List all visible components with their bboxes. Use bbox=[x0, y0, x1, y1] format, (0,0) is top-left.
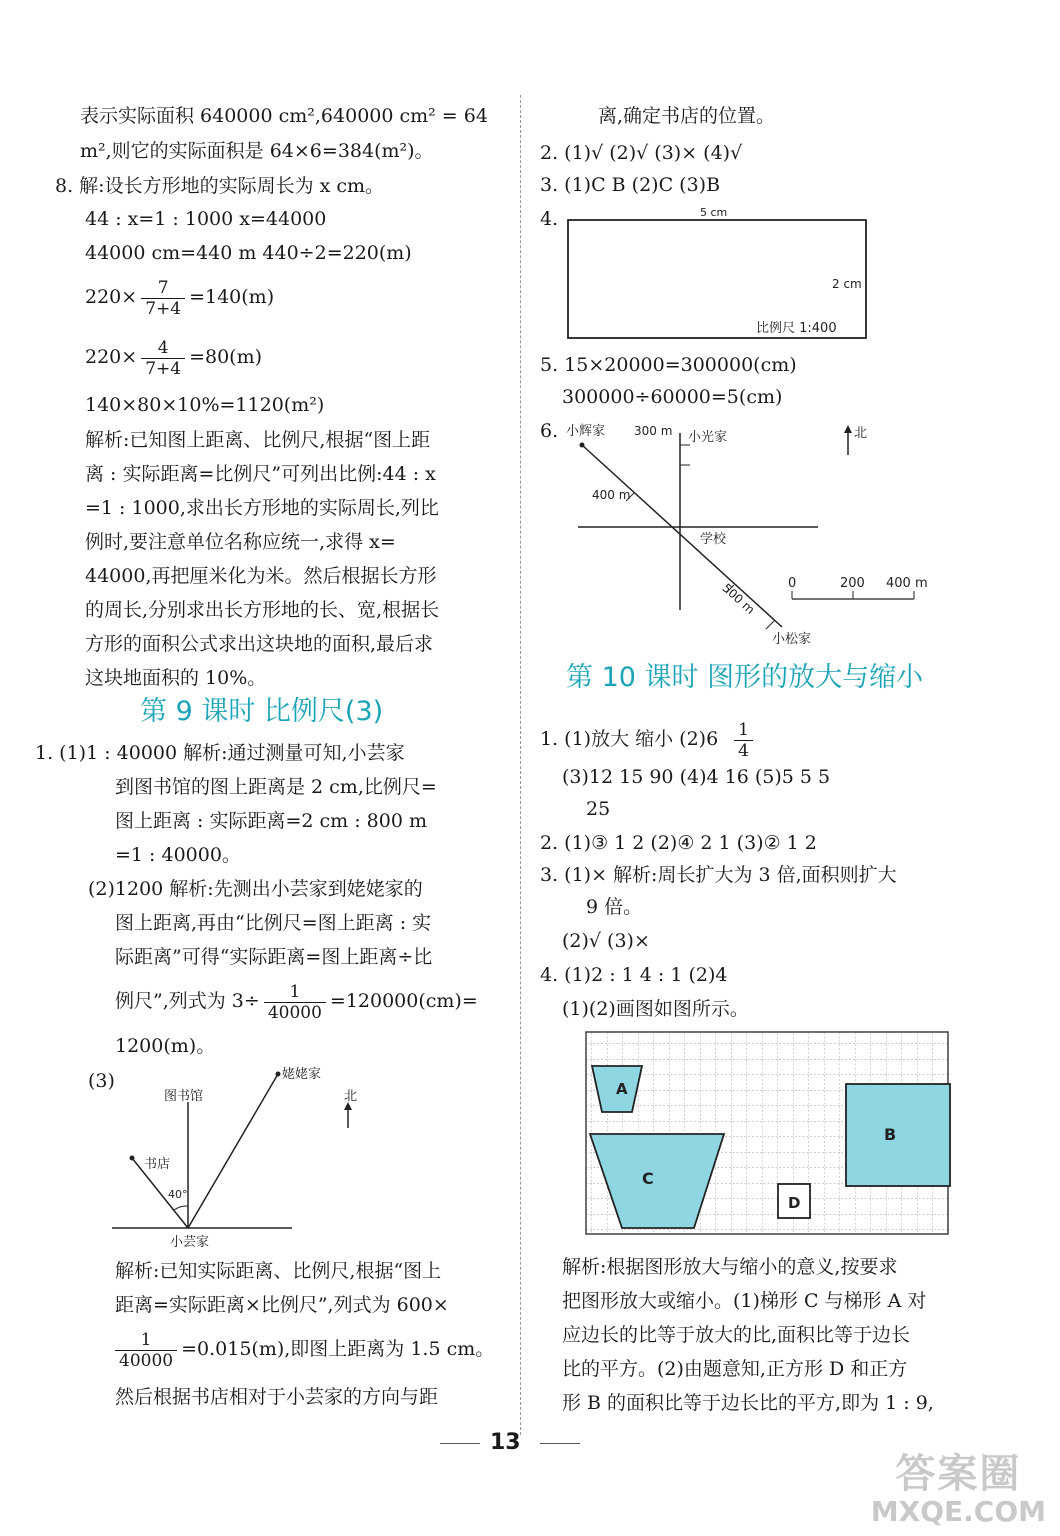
text-line: m²,则它的实际面积是 64×6=384(m²)。 bbox=[80, 140, 434, 162]
distance-400: 400 m bbox=[592, 488, 631, 502]
analysis-line: 比的平方。(2)由题意知,正方形 D 和正方 bbox=[562, 1358, 908, 1380]
scale-label-0: 0 bbox=[788, 576, 797, 591]
angle-arc bbox=[174, 1206, 188, 1210]
analysis-line: 应边长的比等于放大的比,面积比等于边长 bbox=[562, 1324, 911, 1346]
denominator: 40000 bbox=[119, 1350, 174, 1371]
denominator: 7+4 bbox=[145, 298, 182, 319]
grid-drawing bbox=[576, 1028, 956, 1238]
map-label-a: 小辉家 bbox=[566, 424, 606, 439]
frac-post: =80(m) bbox=[189, 346, 263, 368]
point-a bbox=[580, 443, 585, 448]
denominator: 4 bbox=[738, 740, 749, 761]
distance-300: 300 m bbox=[634, 424, 673, 438]
watermark-url: MXQE.COM bbox=[870, 1495, 1046, 1528]
scale-label-200: 200 bbox=[840, 576, 865, 591]
fraction bbox=[141, 278, 185, 319]
frac-pre: 220× bbox=[85, 286, 138, 308]
text-line: 1200(m)。 bbox=[115, 1035, 216, 1057]
text-line: 9 倍。 bbox=[586, 896, 643, 918]
library-label: 图书馆 bbox=[164, 1089, 204, 1104]
question-4: 4. bbox=[540, 208, 559, 230]
text-line: 140×80×10%=1120(m²) bbox=[85, 394, 325, 416]
text-line: (2)1200 解析:先测出小芸家到姥姥家的 bbox=[88, 878, 423, 900]
text-line: 到图书馆的图上距离是 2 cm,比例尺= bbox=[115, 776, 437, 798]
question-3: 3. (1)× 解析:周长扩大为 3 倍,面积则扩大 bbox=[540, 864, 897, 886]
question-8: 8. 解:设长方形地的实际周长为 x cm。 bbox=[55, 175, 385, 197]
rectangle-drawing bbox=[560, 200, 875, 345]
numerator: 4 bbox=[141, 338, 185, 359]
tick bbox=[766, 621, 774, 629]
analysis-line: 解析:已知图上距离、比例尺,根据“图上距 bbox=[85, 429, 431, 451]
text-line: 际距离”可得“实际距离=图上距离÷比 bbox=[115, 946, 433, 968]
fraction bbox=[115, 1330, 177, 1371]
analysis-line: 方形的面积公式求出这块地的面积,最后求 bbox=[85, 633, 434, 655]
section-heading-9: 第 9 课时 比例尺(3) bbox=[140, 696, 384, 727]
question-3: 3. (1)C B (2)C (3)B bbox=[540, 174, 721, 196]
denominator: 40000 bbox=[267, 1002, 322, 1023]
text-line: 44000 cm=440 m 440÷2=220(m) bbox=[85, 242, 412, 264]
fraction-line bbox=[85, 274, 274, 320]
rect-side-label: 2 cm bbox=[832, 277, 862, 291]
grandma-point bbox=[276, 1072, 281, 1077]
question-2: 2. (1)③ 1 2 (2)④ 2 1 (3)② 1 2 bbox=[540, 832, 817, 854]
rect-top-label: 5 cm bbox=[700, 206, 728, 219]
bookstore-point bbox=[130, 1156, 135, 1161]
map-label-b: 小光家 bbox=[688, 430, 728, 445]
page-number-rule bbox=[540, 1443, 580, 1444]
bookstore-label: 书店 bbox=[144, 1157, 171, 1172]
frac-post: =0.015(m),即图上距离为 1.5 cm。 bbox=[181, 1338, 495, 1360]
frac-pre: 220× bbox=[85, 346, 138, 368]
column-divider bbox=[520, 95, 522, 1435]
north-arrow-head bbox=[844, 425, 852, 433]
sub-label: (3) bbox=[88, 1070, 115, 1092]
analysis-line: 然后根据书店相对于小芸家的方向与距 bbox=[115, 1386, 439, 1408]
analysis-line: 这块地面积的 10%。 bbox=[85, 667, 267, 689]
text-line: 离,确定书店的位置。 bbox=[598, 105, 776, 127]
grandma-label: 姥姥家 bbox=[282, 1067, 322, 1082]
frac-post: =120000(cm)= bbox=[329, 990, 478, 1012]
north-label: 北 bbox=[344, 1089, 358, 1104]
numerator: 1 bbox=[264, 982, 326, 1003]
square-b bbox=[846, 1084, 950, 1186]
analysis-line: 例时,要注意单位名称应统一,求得 x= bbox=[85, 531, 396, 553]
numerator: 7 bbox=[141, 278, 185, 299]
angle-label: 40° bbox=[168, 1188, 188, 1201]
question-4: 4. (1)2 : 1 4 : 1 (2)4 bbox=[540, 964, 728, 986]
analysis-line: =1 : 1000,求出长方形地的实际周长,列比 bbox=[85, 497, 439, 519]
fraction-line bbox=[115, 1326, 494, 1372]
analysis-line: 离 : 实际距离=比例尺”可列出比例:44 : x bbox=[85, 463, 436, 485]
rect-scale-label: 比例尺 1:400 bbox=[756, 321, 837, 336]
question-1: 1. (1)1 : 40000 解析:通过测量可知,小芸家 bbox=[35, 742, 405, 764]
section-heading-10: 第 10 课时 图形的放大与缩小 bbox=[566, 662, 924, 693]
watermark bbox=[871, 1452, 1046, 1528]
analysis-line: 距离=实际距离×比例尺”,列式为 600× bbox=[115, 1294, 449, 1316]
diagonal-path bbox=[582, 445, 782, 627]
question-1 bbox=[540, 716, 757, 762]
analysis-line: 把图形放大或缩小。(1)梯形 C 与梯形 A 对 bbox=[562, 1290, 927, 1312]
text-line: 表示实际面积 640000 cm²,640000 cm² = 64 bbox=[80, 105, 488, 127]
question-6: 6. bbox=[540, 420, 559, 442]
q1-text: 1. (1)放大 缩小 (2)6 bbox=[540, 728, 719, 750]
text-line: (3)12 15 90 (4)4 16 (5)5 5 5 bbox=[562, 766, 831, 788]
page-number: 13 bbox=[490, 1430, 521, 1455]
location-map bbox=[560, 415, 940, 650]
fraction bbox=[141, 338, 185, 379]
analysis-line: 44000,再把厘米化为米。然后根据长方形 bbox=[85, 565, 437, 587]
north-label: 北 bbox=[854, 426, 868, 441]
question-2: 2. (1)√ (2)√ (3)× (4)√ bbox=[540, 142, 743, 164]
text-line: (2)√ (3)× bbox=[562, 930, 650, 952]
fraction-line bbox=[85, 334, 262, 380]
text-line: 图上距离,再由“比例尺=图上距离 : 实 bbox=[115, 912, 432, 934]
watermark-logo: 答案圈 bbox=[895, 1451, 1022, 1497]
numerator: 1 bbox=[734, 720, 753, 741]
map-label-school: 学校 bbox=[700, 532, 727, 547]
text-line: 图上距离 : 实际距离=2 cm : 800 m bbox=[115, 810, 427, 832]
analysis-line: 的周长,分别求出长方形地的长、宽,根据长 bbox=[85, 599, 440, 621]
shape-label-b: B bbox=[884, 1125, 897, 1144]
denominator: 7+4 bbox=[145, 358, 182, 379]
frac-post: =140(m) bbox=[189, 286, 275, 308]
page-number-rule bbox=[440, 1443, 480, 1444]
text-line: (1)(2)画图如图所示。 bbox=[562, 998, 749, 1020]
shape-label-a: A bbox=[616, 1080, 628, 1098]
numerator: 1 bbox=[115, 1330, 177, 1351]
text-line: 300000÷60000=5(cm) bbox=[562, 386, 783, 408]
home-label: 小芸家 bbox=[170, 1235, 210, 1250]
shape-label-c: C bbox=[642, 1169, 654, 1188]
text-line: 44 : x=1 : 1000 x=44000 bbox=[85, 208, 327, 230]
analysis-line: 形 B 的面积比等于边长比的平方,即为 1 : 9, bbox=[562, 1392, 934, 1414]
frac-pre: 例尺”,列式为 3÷ bbox=[115, 990, 260, 1012]
analysis-line: 解析:已知实际距离、比例尺,根据“图上 bbox=[115, 1260, 442, 1282]
direction-diagram bbox=[100, 1060, 390, 1255]
text-line: =1 : 40000。 bbox=[115, 844, 241, 866]
scale-label-400: 400 m bbox=[886, 576, 928, 591]
distance-500: 500 m bbox=[719, 580, 758, 617]
shape-label-d: D bbox=[788, 1194, 801, 1212]
text-line: 25 bbox=[586, 798, 611, 820]
fraction bbox=[734, 720, 753, 761]
fraction bbox=[264, 982, 326, 1023]
map-label-c: 小松家 bbox=[772, 632, 812, 647]
question-5: 5. 15×20000=300000(cm) bbox=[540, 354, 797, 376]
analysis-line: 解析:根据图形放大与缩小的意义,按要求 bbox=[562, 1256, 898, 1278]
fraction-line bbox=[115, 978, 478, 1024]
